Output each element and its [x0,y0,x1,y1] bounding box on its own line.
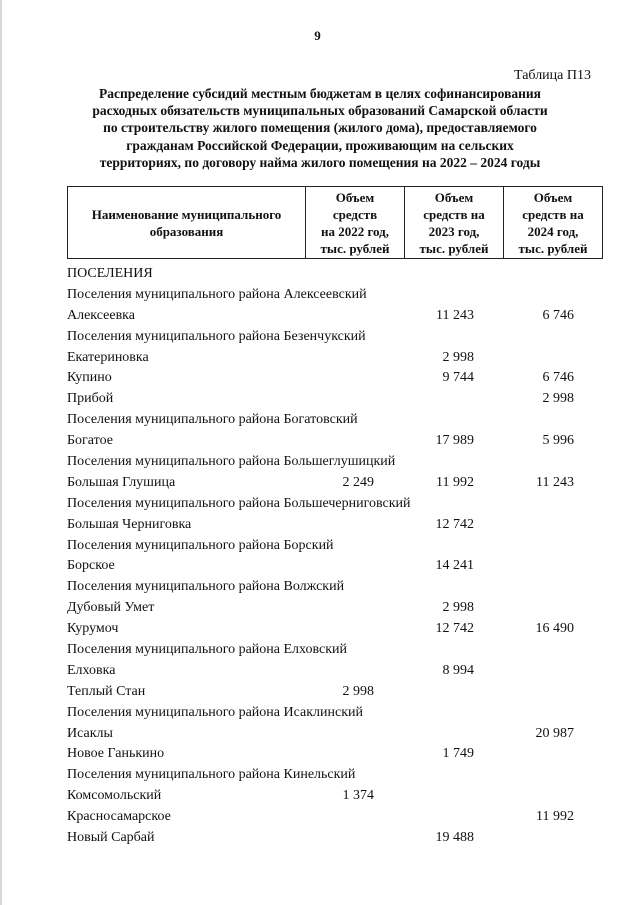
row-name: Поселения муниципального района Кинельский [67,767,356,783]
value-2022: 2 998 [342,683,374,699]
title-line: расходных обязательств муниципальных образований Самарской области [92,103,548,119]
row-name: Борское [67,558,115,574]
value-2022: 1 374 [342,788,374,804]
value-2024: 6 746 [542,307,574,323]
row-name: Теплый Стан [67,683,146,699]
row-name: Прибой [67,391,114,407]
header-2024-line: 2024 год, [527,223,579,239]
header-2023 [405,187,504,259]
table-row [67,828,607,849]
value-2023: 11 992 [436,474,474,490]
table-row [67,452,607,473]
page-number: 9 [314,28,321,43]
value-2023: 2 998 [442,600,474,616]
table-row [67,285,607,306]
header-2022-line: средств [332,206,378,222]
header-2023-line: тыс. рублей [419,240,489,256]
row-name: Исаклы [67,725,113,741]
value-2023: 12 742 [435,516,474,532]
value-2023: 11 243 [436,307,474,323]
row-name: Поселения муниципального района Большеглушицкий [67,454,396,470]
row-name: Новый Сарбай [67,830,155,846]
table-row [67,577,607,598]
table-row [67,703,607,724]
row-name: Поселения муниципального района Борский [67,537,334,553]
value-2023: 19 488 [435,830,474,846]
table-row [67,348,607,369]
row-name: Большая Черниговка [67,516,192,532]
value-2023: 12 742 [435,621,474,637]
document-title [55,85,585,171]
table-row [67,786,607,807]
header-2024 [504,187,603,259]
header-2022 [306,187,405,259]
table-row [67,389,607,410]
table-row [67,410,607,431]
header-name-line: образования [149,223,224,239]
row-name: Алексеевка [67,307,135,323]
row-name: Поселения муниципального района Волжский [67,579,345,595]
header-2022-line: тыс. рублей [320,240,390,256]
header-2024-line: Объем [533,189,573,205]
header-2023-line: Объем [434,189,474,205]
row-name: Екатериновка [67,349,149,365]
table-label: Таблица П13 [514,68,591,83]
header-2024-line: тыс. рублей [518,240,588,256]
row-name: ПОСЕЛЕНИЯ [67,266,153,281]
value-2023: 9 744 [442,370,474,386]
table-row [67,515,607,536]
row-name: Поселения муниципального района Алексеевский [67,286,367,302]
row-name: Новое Ганькино [67,746,165,762]
table-row [67,619,607,640]
row-name: Поселения муниципального района Елховский [67,642,348,658]
row-name: Курумоч [67,621,119,637]
table-row [67,306,607,327]
row-name: Дубовый Умет [67,600,155,616]
table-header [67,186,603,259]
table-row [67,368,607,389]
table-row [67,765,607,786]
row-name: Комсомольский [67,788,162,804]
title-line: территориях, по договору найма жилого помещения на 2022 – 2024 годы [99,154,541,170]
value-2024: 6 746 [542,370,574,386]
table-row [67,724,607,745]
header-2022-line: на 2022 год, [320,223,390,239]
value-2024: 5 996 [542,433,574,449]
table-row [67,682,607,703]
value-2023: 1 749 [442,746,474,762]
header-2024-line: средств на [522,206,584,222]
table-row [67,473,607,494]
header-2023-line: 2023 год, [428,223,480,239]
header-2022-line: Объем [335,189,375,205]
table-row [67,556,607,577]
title-line: Распределение субсидий местным бюджетам в целях софинансирования [99,86,541,101]
value-2023: 17 989 [435,433,474,449]
row-name: Поселения муниципального района Безенчукский [67,328,366,344]
table-row [67,494,607,515]
value-2023: 2 998 [442,349,474,365]
header-name-line: Наименование муниципального [91,206,282,222]
value-2024: 2 998 [542,391,574,407]
table-row [67,661,607,682]
value-2024: 16 490 [535,621,574,637]
value-2024: 20 987 [535,725,574,741]
scan-edge [0,0,2,905]
row-name: Поселения муниципального района Большечерниговский [67,495,411,511]
table-row [67,327,607,348]
value-2022: 2 249 [342,474,374,490]
value-2023: 14 241 [435,558,474,574]
row-name: Богатое [67,433,113,449]
table-row [67,598,607,619]
header-name [68,187,306,259]
table-row [67,431,607,452]
table-body [67,264,607,849]
row-name: Красносамарское [67,809,171,825]
table-row [67,807,607,828]
title-line: по строительству жилого помещения (жилого дома), предоставляемого [103,120,537,136]
table-row [67,640,607,661]
header-2023-line: средств на [423,206,485,222]
title-line: гражданам Российской Федерации, проживающим на сельских [126,137,514,153]
value-2024: 11 992 [536,809,574,825]
value-2023: 8 994 [442,662,474,678]
row-name: Купино [67,370,112,386]
row-name: Поселения муниципального района Богатовский [67,412,358,428]
row-name: Поселения муниципального района Исаклинский [67,704,363,720]
row-name: Елховка [67,662,116,678]
table-row [67,264,607,285]
table-row [67,536,607,557]
value-2024: 11 243 [536,474,574,490]
table-row [67,744,607,765]
row-name: Большая Глушица [67,474,176,490]
